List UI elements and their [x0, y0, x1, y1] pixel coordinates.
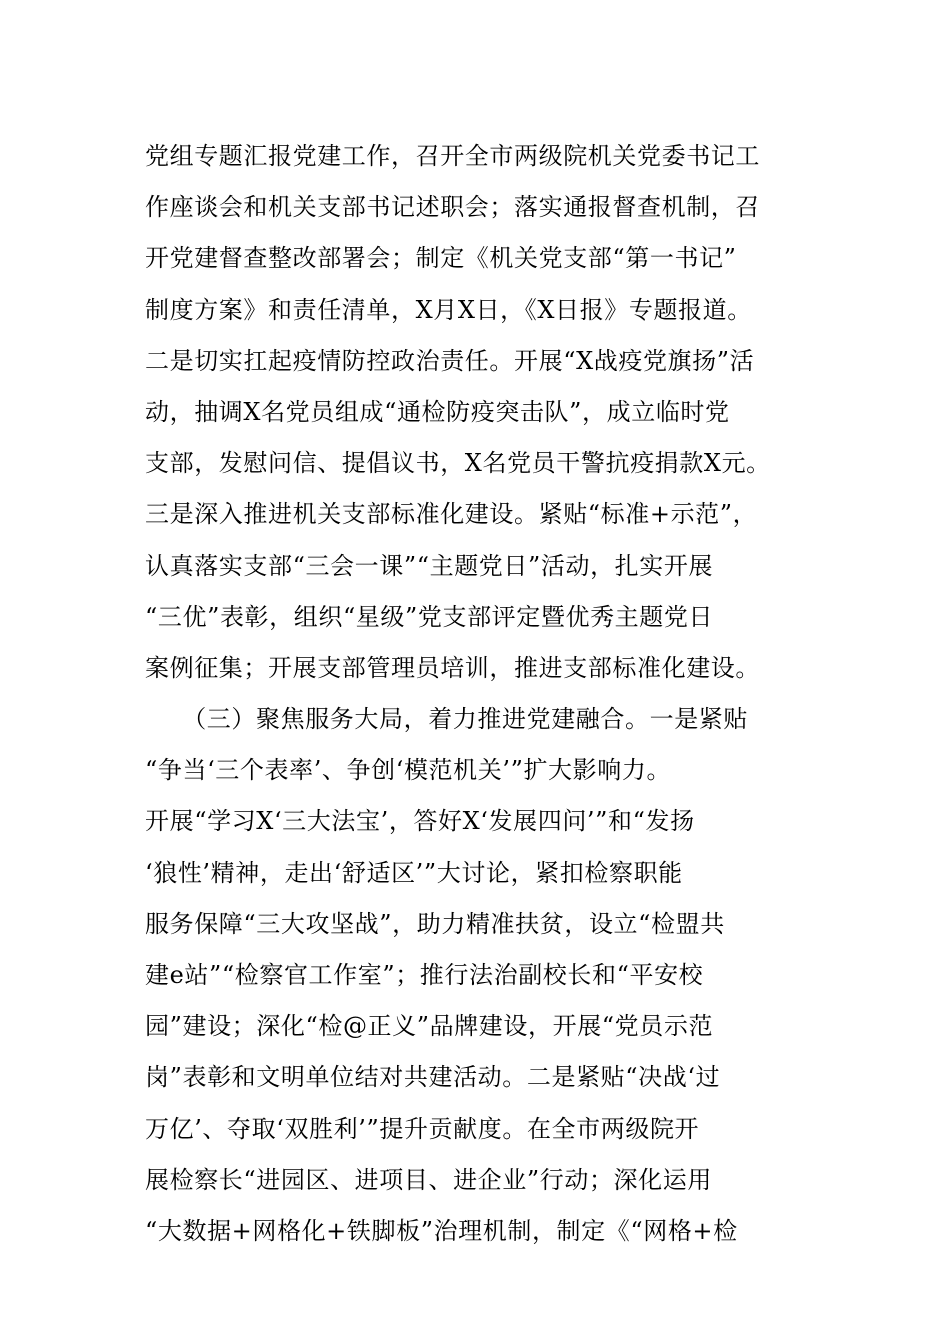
- text-line: 园”建设；深化“检@正义”品牌建设，开展“党员示范: [145, 1012, 714, 1041]
- body-text: [145, 131, 825, 1257]
- text-line: 党组专题汇报党建工作，召开全市两级院机关党委书记工: [145, 142, 760, 170]
- text-line: 开党建督查整改部署会；制定《机关党支部“第一书记”: [145, 244, 737, 273]
- text-line: “大数据+网格化+铁脚板”治理机制，制定《“网格+检: [145, 1216, 738, 1245]
- text-line: 服务保障“三大攻坚战”，助力精准扶贫，设立“检盟共: [145, 909, 725, 938]
- text-line: 案例征集；开展支部管理员培训，推进支部标准化建设。: [145, 653, 760, 682]
- text-line: 动，抽调X名党员组成“通检防疫突击队”，成立临时党: [145, 397, 730, 426]
- text-line: 开展“学习X‘三大法宝’，答好X‘发展四问’”和“发扬: [145, 807, 695, 836]
- text-line: 制度方案》和责任清单，X月X日，《X日报》专题报道。: [145, 295, 752, 324]
- text-line: 三是深入推进机关支部标准化建设。紧贴“标准+示范”，: [145, 500, 758, 529]
- text-line: 认真落实支部“三会一课”“主题党日”活动，扎实开展: [145, 551, 714, 580]
- text-line: （三）聚焦服务大局，着力推进党建融合。一是紧贴: [145, 705, 748, 734]
- text-line: “争当‘三个表率’、争创‘模范机关’”扩大影响力。: [145, 756, 672, 785]
- text-line: 万亿’、夺取‘双胜利’”提升贡献度。在全市两级院开: [145, 1114, 700, 1143]
- text-line: 二是切实扛起疫情防控政治责任。开展“X战疫党旗扬”活: [145, 346, 755, 375]
- text-line: 建e站”“检察官工作室”；推行法治副校长和“平安校: [145, 961, 704, 989]
- text-line: “三优”表彰，组织“星级”党支部评定暨优秀主题党日: [145, 602, 714, 631]
- text-line: 岗”表彰和文明单位结对共建活动。二是紧贴“决战‘过: [145, 1063, 721, 1092]
- text-line: 支部，发慰问信、提倡议书，X名党员干警抗疫捐款X元。: [145, 449, 771, 478]
- text-line: ‘狼性’精神，走出‘舒适区’”大讨论，紧扣检察职能: [145, 858, 683, 887]
- text-line: 展检察长“进园区、进项目、进企业”行动；深化运用: [145, 1165, 712, 1194]
- text-line: 作座谈会和机关支部书记述职会；落实通报督查机制，召: [145, 193, 760, 222]
